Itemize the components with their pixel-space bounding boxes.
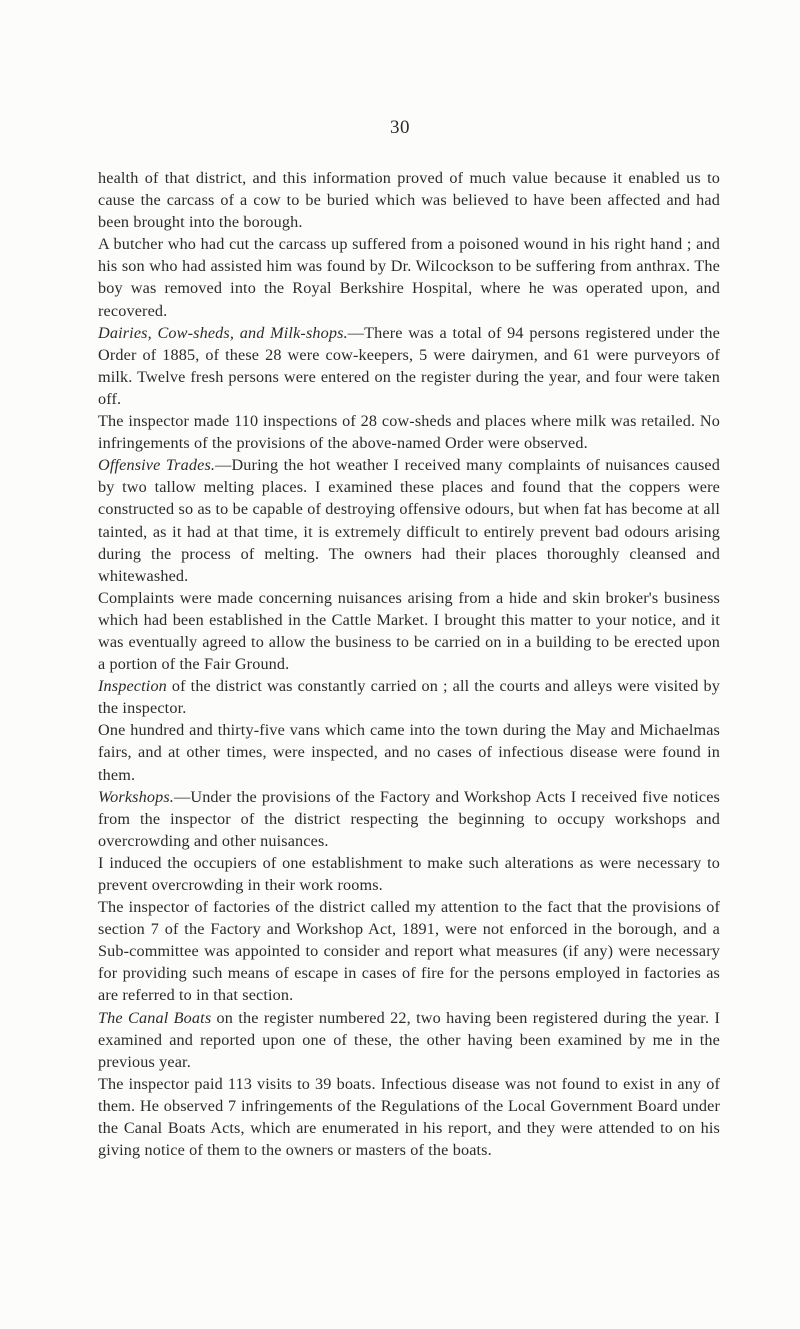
paragraph-text: One hundred and thirty-five vans which came into the town during the May and Michaelmas fairs, and at other times, were inspected, and no cases of infectious disease were found in them.: [98, 721, 720, 784]
paragraph: [98, 587, 720, 675]
paragraph: [98, 1073, 720, 1161]
paragraph-text: A butcher who had cut the carcass up suffered from a poisoned wound in his right hand ; and his son who had assisted him was found by Dr. Wilcockson to be suffering from anthrax. The boy was removed into the Royal Berkshire Hospital, where he was operated upon, and recovered.: [98, 235, 720, 320]
paragraph: [98, 454, 720, 587]
paragraph: [98, 786, 720, 852]
paragraph-heading: Inspection: [98, 677, 167, 696]
paragraph-text: I induced the occupiers of one establishment to make such alterations as were necessary to prevent overcrowding in their work rooms.: [98, 853, 720, 894]
paragraph-text: The inspector of factories of the district called my attention to the fact that the provisions of section 7 of the Factory and Workshop Act, 1891, were not enforced in the borough, and a Sub-committee was appointed to consider and report what measures (if any) were necessary for providing such means of escape in cases of fire for the persons employed in factories as are referred to in that section.: [98, 898, 720, 1005]
paragraph-text: The inspector made 110 inspections of 28 cow-sheds and places where milk was retailed. No infringements of the provisions of the above-named Order were observed.: [98, 412, 720, 453]
body-text: [98, 167, 720, 1161]
paragraph-text: health of that district, and this information proved of much value because it enabled us to cause the carcass of a cow to be buried which was believed to have been affected and had been brought into the borough.: [98, 169, 720, 232]
paragraph-heading: Offensive Trades.: [98, 456, 216, 475]
page-number: 30: [390, 117, 410, 138]
paragraph-text: Complaints were made concerning nuisances arising from a hide and skin broker's business which had been established in the Cattle Market. I brought this matter to your notice, and it was eventually agreed to allow the business to be carried on in a building to be erected upon a portion of the Fair Ground.: [98, 588, 720, 674]
paragraph-text: —Under the provisions of the Factory and Workshop Acts I received five notices from the inspector of the district respecting the beginning to occupy workshops and overcrowding and other nuisances.: [98, 787, 720, 850]
paragraph: [98, 719, 720, 785]
paragraph: [98, 322, 720, 410]
paragraph-text: —During the hot weather I received many complaints of nuisances caused by two tallow melting places. I examined these places and found that the coppers were constructed so as to be capable of destroying offensive odours, but when fat has become at all tainted, as it had at that time, it is extremely difficult to entirely prevent bad odours arising during the process of melting. The owners had their places thoroughly cleansed and whitewashed.: [98, 456, 720, 585]
paragraph-text: —There was a total of 94 persons registered under the Order of 1885, of these 28 were cow-keepers, 5 were dairymen, and 61 were purveyors of milk. Twelve fresh persons were entered on the register during the year, and four were taken off.: [98, 323, 720, 408]
paragraph: [98, 167, 720, 233]
paragraph-heading: Workshops.: [98, 787, 175, 806]
paragraph: [98, 233, 720, 321]
paragraph-heading: Dairies, Cow-sheds, and Milk-shops.: [98, 323, 348, 342]
paragraph: [98, 675, 720, 719]
paragraph-heading: The Canal Boats: [98, 1008, 212, 1027]
paragraph-text: on the register numbered 22, two having been registered during the year. I examined and reported upon one of these, the other having been examined by me in the previous year.: [98, 1008, 720, 1071]
paragraph-text: The inspector paid 113 visits to 39 boats. Infectious disease was not found to exist in any of them. He observed 7 infringements of the Regulations of the Local Government Board under the Canal Boats Acts, which are enumerated in his report, and they were attended to on his giving notice of them to the owners or masters of the boats.: [98, 1074, 720, 1160]
paragraph-text: of the district was constantly carried on ; all the courts and alleys were visited by the inspector.: [98, 677, 720, 718]
paragraph: [98, 852, 720, 896]
paragraph: [98, 896, 720, 1006]
paragraph: [98, 410, 720, 454]
paragraph: [98, 1007, 720, 1073]
